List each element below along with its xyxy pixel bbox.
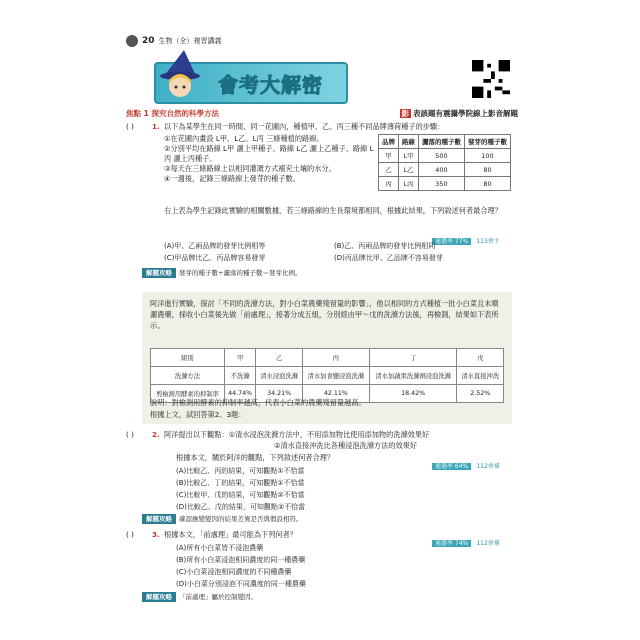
q1-steps	[164, 134, 376, 184]
table-cell: 清水浸泡洗滌	[256, 367, 302, 385]
q2-question: 根據本文，關於阿洋的觀點，下列敘述何者合理？	[176, 453, 335, 462]
q2-tip	[142, 514, 303, 523]
table-row	[379, 163, 511, 177]
exam-year: 112會補	[476, 540, 500, 547]
question-1	[126, 122, 518, 132]
step-2: ②分別平均在路線 L甲 灑上甲種子、路線 L乙 灑上乙種子、路線 L丙 灑上丙種子。	[164, 144, 374, 163]
question-stem: 以下為某學生在同一時間、同一花圃內，種植甲、乙、丙三種不同品牌薄荷種子的步驟：	[164, 122, 445, 131]
q2-options	[176, 465, 305, 513]
answer-bracket[interactable]: ( )	[126, 122, 134, 131]
table-cell: 清水加食鹽浸泡洗滌	[302, 367, 369, 385]
table-cell: 100	[465, 149, 511, 163]
table-cell: 80	[465, 177, 511, 191]
table-cell: 400	[419, 163, 465, 177]
passage-instruction: 根據上文，試回答第2、3題：	[150, 410, 246, 419]
table-cell: 18.42%	[369, 385, 457, 403]
table-cell: 清水加蔬果洗滌劑浸泡洗滌	[369, 367, 457, 385]
tip-label: 解題攻略	[142, 514, 176, 524]
passage-box	[142, 292, 512, 424]
option-c[interactable]: (C)小白菜浸泡相同濃度的不同種農藥	[176, 568, 292, 576]
table-header: 路線	[399, 135, 419, 149]
table-cell: L乙	[399, 163, 419, 177]
tip-text: 確認應變變因的結果差異是否與假設相符。	[179, 515, 303, 523]
banner-title: 會考大解密	[218, 73, 323, 97]
table-cell: 2.52%	[457, 385, 504, 403]
table-header: 品牌	[379, 135, 399, 149]
table-cell: 乙	[379, 163, 399, 177]
video-legend-text: 表該題有震攝學院線上影音解題	[413, 109, 518, 118]
exam-year: 113會主	[476, 238, 500, 245]
question-number: 2.	[152, 430, 160, 439]
tip-text: 發芽的種子數÷灑落的種子數＝發芽比例。	[179, 269, 302, 277]
option-a[interactable]: (A)所有小白菜皆不浸泡農藥	[176, 544, 264, 552]
option-c[interactable]: (C)比較甲、戊的結果，可知觀點②不恰當	[176, 491, 305, 499]
question-number: 3.	[152, 530, 160, 539]
option-a[interactable]: (A)甲、乙兩品牌的發芽比例相等	[164, 242, 266, 250]
video-mark-icon: 影	[401, 109, 409, 118]
table-cell: 44.74%	[224, 385, 256, 403]
option-a[interactable]: (A)比較乙、丙的結果，可知觀點①不恰當	[176, 467, 305, 475]
video-legend	[400, 108, 519, 119]
step-4: ④一週後，記錄三條路線上發芽的種子數。	[164, 174, 300, 183]
book-icon	[126, 35, 138, 47]
step-1: ①在花圃內畫設 L甲、L乙、L丙 三條種植的路線。	[164, 134, 324, 143]
page-header	[126, 35, 222, 47]
pass-rate-badge: 通過率 74%	[432, 540, 471, 547]
question-2	[126, 430, 518, 440]
qr-code-icon[interactable]	[472, 60, 510, 98]
wash-results-table	[150, 348, 504, 403]
table-cell: L丙	[399, 177, 419, 191]
option-b[interactable]: (B)乙、丙兩品牌的發芽比例相同	[334, 242, 436, 250]
table-row	[151, 367, 504, 385]
focus-section-bar	[126, 108, 518, 119]
table-header: 丙	[302, 349, 369, 367]
q3-options	[176, 542, 306, 590]
seed-data-table	[378, 134, 511, 191]
table-header: 洗滌方法	[151, 367, 225, 385]
table-header: 甲	[224, 349, 256, 367]
option-c[interactable]: (C)甲品牌比乙、丙品牌容易發芽	[164, 254, 266, 262]
option-d[interactable]: (D)比較乙、戊的結果，可知觀點②不恰當	[176, 503, 306, 511]
table-cell: 丙	[379, 177, 399, 191]
option-b[interactable]: (B)比較乙、丁的結果，可知觀點①不恰當	[176, 479, 305, 487]
header-title: 生物（全）複習講義	[158, 37, 222, 45]
question-number: 1.	[152, 122, 160, 131]
focus-title: 焦點 1 探究自然的科學方法	[126, 109, 219, 118]
exam-year: 112會補	[476, 463, 500, 470]
pass-rate-badge: 通過率 77%	[432, 238, 471, 245]
table-row	[379, 149, 511, 163]
question-stem-2: ②清水直接沖洗比各種浸泡洗滌方法的效果好	[274, 441, 418, 450]
question-stem-1: 阿洋提出以下觀點：①清水浸泡洗滌方法中，不用添加物比使用添加物的洗滌效果好	[164, 430, 430, 439]
table-cell: 500	[419, 149, 465, 163]
q3-tip	[142, 592, 257, 601]
table-header: 剪檢測用酵素的抑制率	[151, 385, 225, 403]
page-number: 20	[142, 36, 155, 46]
step-3: ③每天在三條路線上以相同灌溉方式補充土壤的水分。	[164, 164, 336, 173]
q1-follow: 右上表為學生記錄此實驗的相關數據，若三條路線的生長環境都相同，根據此結果，下列敘述何者最合理？	[164, 206, 502, 215]
table-header: 戊	[457, 349, 504, 367]
table-header: 丁	[369, 349, 457, 367]
tip-label: 解題攻略	[142, 592, 176, 602]
table-header: 組別	[151, 349, 225, 367]
option-d[interactable]: (D)小白菜分別浸泡不同濃度的同一種農藥	[176, 580, 306, 588]
tip-label: 解題攻略	[142, 268, 176, 278]
option-d[interactable]: (D)丙品牌比甲、乙品牌不容易發芽	[334, 254, 443, 262]
table-cell: 80	[465, 163, 511, 177]
passage-note: 說明：對檢測用酵素的抑制率越高，代表小白菜的農藥殘留量越高。	[150, 398, 366, 407]
answer-bracket[interactable]: ( )	[126, 430, 134, 439]
question-stem: 根據本文，「前處理」最可能為下列何者？	[164, 530, 297, 539]
q2-pass-rate	[432, 453, 500, 472]
tip-text: 「前處理」屬於控制變因。	[179, 593, 257, 601]
q1-options	[164, 240, 514, 264]
table-cell: 不洗滌	[224, 367, 256, 385]
table-cell: 350	[419, 177, 465, 191]
table-cell: 34.21%	[256, 385, 302, 403]
q1-tip	[142, 268, 301, 277]
table-header: 發芽的種子數	[465, 135, 511, 149]
answer-bracket[interactable]: ( )	[126, 530, 134, 539]
table-cell: 42.11%	[302, 385, 369, 403]
textbook-page	[126, 30, 518, 614]
wizard-mascot-icon	[156, 50, 206, 100]
table-cell: 甲	[379, 149, 399, 163]
table-header: 乙	[256, 349, 302, 367]
passage-text: 阿洋進行實驗，探討「不同的洗滌方法，對小白菜農藥殘留量的影響」，他以相同的方式種植一批小白菜且未噴灑農藥，採收小白菜後先做「前處理」，接著分成五組，分別經由甲～戊的洗滌方法後，再檢測，結果如下表所示。	[150, 299, 499, 330]
table-cell: L甲	[399, 149, 419, 163]
q3-pass-rate	[432, 530, 500, 549]
table-row	[151, 349, 504, 367]
pass-rate-badge: 通過率 64%	[432, 463, 471, 470]
table-cell: 清水直接沖洗	[457, 367, 504, 385]
option-b[interactable]: (B)所有小白菜浸泡相同濃度的同一種農藥	[176, 556, 306, 564]
table-row	[379, 177, 511, 191]
table-header: 灑落的種子數	[419, 135, 465, 149]
